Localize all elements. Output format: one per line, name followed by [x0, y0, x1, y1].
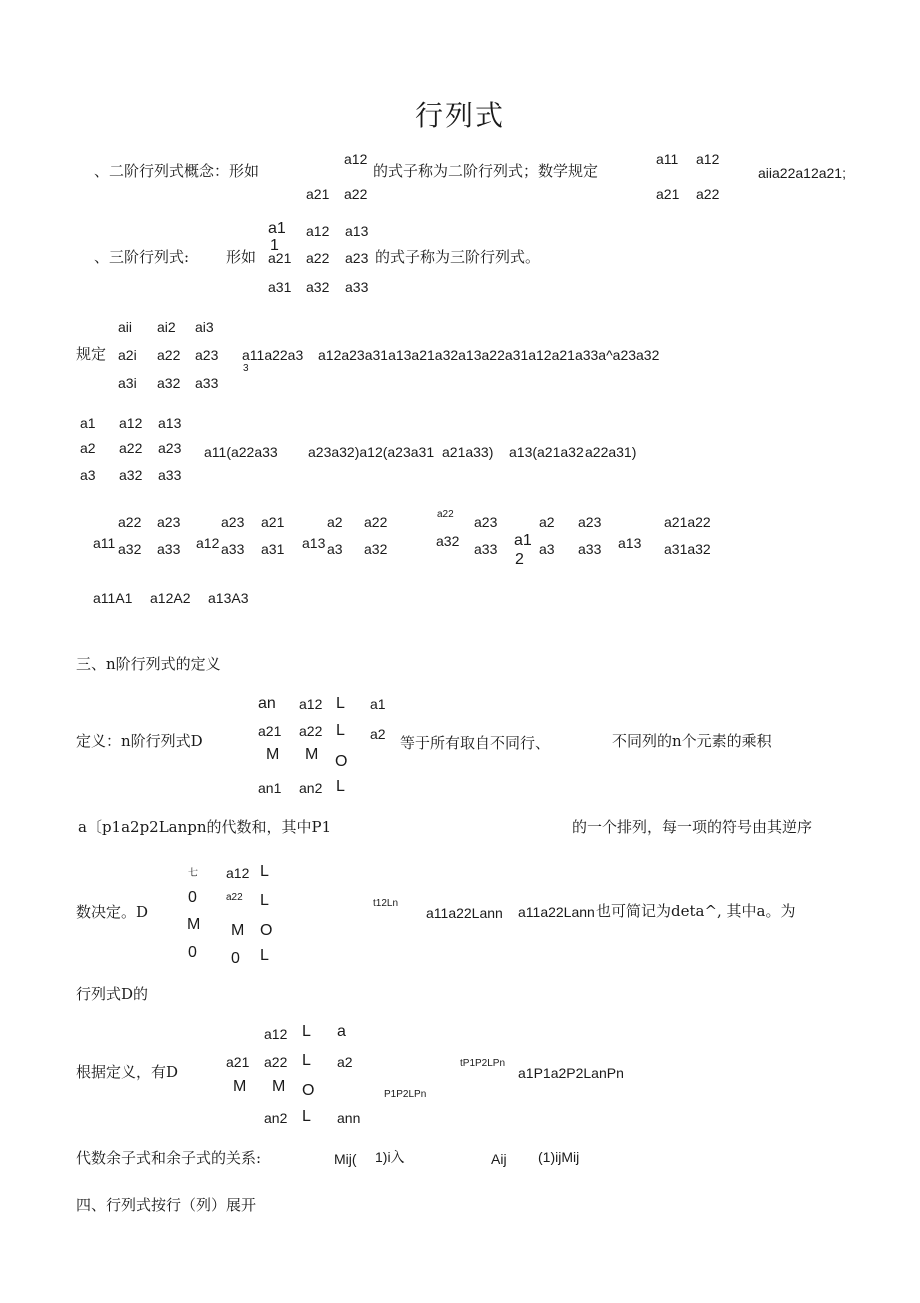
- cofactor-minor: Mij(: [334, 1151, 357, 1167]
- sec3b-m-r1a: a12: [264, 1026, 288, 1042]
- rule-m-r3a: a3i: [118, 375, 137, 391]
- sec3-d-r1a: 七: [188, 868, 198, 879]
- exp-coef-a12b-wrap: 2: [515, 551, 524, 568]
- sec3b-m-r3c: O: [302, 1082, 315, 1099]
- rule2-m-r2a: a2: [80, 440, 96, 456]
- cofactor-formula: (1)ijMij: [538, 1149, 580, 1165]
- exp-coef-a12: a12: [196, 535, 220, 551]
- exp-coef-a12b: a1: [514, 532, 532, 549]
- sec3-line2-a: a〔p1a2p2Lanpn的代数和，其中P1: [78, 818, 332, 836]
- sec3-line3-b: 也可简记为deta^, 其中a。为: [596, 902, 796, 920]
- exp-m2-r2a: a33: [221, 541, 245, 557]
- sec3b-sum-subscript: P1P2LPn: [384, 1089, 427, 1100]
- sec3-m-r4a: an1: [258, 780, 282, 796]
- cofactor-aij: Aij: [491, 1151, 507, 1167]
- sec2-m-r1a-wrap: 1: [270, 237, 279, 254]
- exp-m4-r1b: a23: [474, 514, 498, 530]
- rule2-term-3: a21a33): [442, 444, 494, 460]
- cofactor-relation-text: 代数余子式和余子式的关系:: [76, 1149, 262, 1167]
- exp-coef-a13b: a13: [618, 535, 642, 551]
- rule-m-r1c: ai3: [195, 319, 214, 335]
- exp-m4-r2b: a33: [474, 541, 498, 557]
- exp-m5-r2a: a3: [539, 541, 555, 557]
- exp-m6-r1: a21a22: [664, 514, 711, 530]
- sec3b-m-r4b: L: [302, 1108, 311, 1125]
- rule2-m-r3b: a32: [119, 467, 143, 483]
- exp-m3-r2a: a3: [327, 541, 343, 557]
- exp-m2-r2b: a31: [261, 541, 285, 557]
- rule2-m-r3a: a3: [80, 467, 96, 483]
- sec3b-sign-exponent: tP1P2LPn: [460, 1058, 506, 1069]
- sec3-d-r1c: L: [260, 863, 269, 880]
- sec3b-m-r3b: M: [272, 1078, 286, 1095]
- sec3b-m-r4a: an2: [264, 1110, 288, 1126]
- sec3b-m-r2a: a21: [226, 1054, 250, 1070]
- sec3b-m-r3a: M: [233, 1078, 247, 1095]
- sec2-m-r2b: a22: [306, 250, 330, 266]
- rule2-m-r3c: a33: [158, 467, 182, 483]
- sec1-matrix2-r1b: a12: [696, 151, 720, 167]
- sec1-matrix1-r2b: a22: [344, 186, 368, 202]
- sec3b-m-r4c: ann: [337, 1110, 361, 1126]
- sec3-m-r2d: a2: [370, 726, 386, 742]
- sec3-m-r2b: a22: [299, 723, 323, 739]
- rule2-term-1: a11(a22a33: [204, 444, 278, 460]
- rule-m-r1a: aii: [118, 319, 133, 335]
- sec3b-m-r2c: L: [302, 1052, 311, 1069]
- sec3-heading: 三、n阶行列式的定义: [76, 655, 221, 673]
- rule2-m-r1c: a13: [158, 415, 182, 431]
- exp-m4-r1a: a22: [437, 509, 454, 520]
- rule2-term-5: a22a31): [585, 444, 637, 460]
- sec2-m-r3b: a32: [306, 279, 330, 295]
- sec2-form-label: 形如: [226, 248, 257, 266]
- sec2-m-r3a: a31: [268, 279, 292, 295]
- sec3b-m-r1c: a: [337, 1023, 346, 1040]
- rule2-term-2: a23a32)a12(a23a31: [308, 444, 435, 460]
- sec3-d-r1b: a12: [226, 865, 250, 881]
- cofactor-term-2: a12A2: [150, 590, 191, 606]
- exp-coef-a11: a11: [93, 535, 116, 551]
- sec3-d-r4c: L: [260, 947, 269, 964]
- sec3-line4: 行列式D的: [76, 985, 149, 1003]
- rule2-m-r1b: a12: [119, 415, 143, 431]
- exp-m1-r2a: a32: [118, 541, 142, 557]
- exp-m1-r1b: a23: [157, 514, 181, 530]
- exp-m6-r2: a31a32: [664, 541, 711, 557]
- exp-m4-r2a: a32: [436, 533, 460, 549]
- sec2-m-r1a: a1: [268, 220, 286, 237]
- sec3-m-r1c: L: [336, 695, 345, 712]
- sec3-d-r3c: O: [260, 922, 273, 939]
- sec3b-m-r2d: a2: [337, 1054, 353, 1070]
- sec3-m-r2c: L: [336, 722, 345, 739]
- sec3-product-2: a11a22Lann: [518, 904, 595, 920]
- sec3-definition-label: 定义：n阶行列式D: [76, 732, 203, 750]
- sec3-d-r2a: 0: [188, 889, 197, 906]
- sec3-m-r4b: an2: [299, 780, 323, 796]
- exp-coef-a13: a13: [302, 535, 326, 551]
- sec1-matrix1-r1: a12: [344, 151, 368, 167]
- sec2-definition-text: 的式子称为三阶行列式。: [375, 248, 541, 266]
- sec2-m-r1c: a13: [345, 223, 369, 239]
- sec1-matrix2-r2a: a21: [656, 186, 680, 202]
- rule-m-r1b: ai2: [157, 319, 176, 335]
- sec1-result: aiia22a12a21;: [758, 165, 846, 181]
- sec1-intro: 、二阶行列式概念：形如: [94, 162, 260, 180]
- sec3-m-r3c: O: [335, 753, 348, 770]
- sec2-m-r2c: a23: [345, 250, 369, 266]
- sec3-m-r3b: M: [305, 746, 319, 763]
- rule2-m-r2b: a22: [119, 440, 143, 456]
- sec3-m-r3a: M: [266, 746, 280, 763]
- sec1-matrix1-r2a: a21: [306, 186, 330, 202]
- exp-m5-r2b: a33: [578, 541, 602, 557]
- sec3-m-r2a: a21: [258, 723, 282, 739]
- cofactor-term-1: a11A1: [93, 590, 133, 606]
- cofactor-term-3: a13A3: [208, 590, 249, 606]
- sec3-m-r1a: an: [258, 695, 276, 712]
- sec3b-m-r1b: L: [302, 1023, 311, 1040]
- rule-expansion-a: a11a22a3: [242, 347, 304, 363]
- sec3b-product: a1P1a2P2LanPn: [518, 1065, 624, 1081]
- sec3b-label: 根据定义，有D: [76, 1063, 179, 1081]
- exp-m3-r2b: a32: [364, 541, 388, 557]
- sec2-m-r2a: a21: [268, 250, 292, 266]
- sec3-definition-text-a: 等于所有取自不同行、: [400, 734, 551, 752]
- sec3-d-r4b: 0: [231, 950, 240, 967]
- sec1-matrix2-r1a: a11: [656, 151, 679, 167]
- sec3-m-r1d: a1: [370, 696, 386, 712]
- sec4-heading: 四、行列式按行（列）展开: [76, 1196, 257, 1214]
- sec3-d-r3a: M: [187, 916, 201, 933]
- sec1-definition-text: 的式子称为二阶行列式；数学规定: [373, 162, 599, 180]
- rule-m-r3c: a33: [195, 375, 219, 391]
- sec3-line3-a: 数决定。D: [76, 903, 149, 921]
- sec3-m-r4c: L: [336, 778, 345, 795]
- sec2-m-r1b: a12: [306, 223, 330, 239]
- exp-m5-r1b: a23: [578, 514, 602, 530]
- rule-expansion-a-wrap: 3: [243, 363, 249, 374]
- rule-m-r2c: a23: [195, 347, 219, 363]
- rule2-term-4: a13(a21a32: [509, 444, 584, 460]
- rule-m-r2a: a2i: [118, 347, 137, 363]
- exp-m2-r1a: a23: [221, 514, 245, 530]
- sec3-d-r4a: 0: [188, 944, 197, 961]
- sec3-d-r3b: M: [231, 922, 245, 939]
- sec3-t12-exponent: t12Ln: [373, 898, 399, 909]
- rule-m-r3b: a32: [157, 375, 181, 391]
- page-title: 行列式: [415, 99, 506, 132]
- exp-m2-r1b: a21: [261, 514, 285, 530]
- sec2-m-r3c: a33: [345, 279, 369, 295]
- sec3-m-r1b: a12: [299, 696, 323, 712]
- sec2-intro: 、三阶行列式:: [94, 248, 190, 266]
- rule-m-r2b: a22: [157, 347, 181, 363]
- rule2-m-r1a: a1: [80, 415, 96, 431]
- sec3b-m-r2b: a22: [264, 1054, 288, 1070]
- rule2-m-r2c: a23: [158, 440, 182, 456]
- sec3-definition-text-b: 不同列的n个元素的乘积: [612, 732, 772, 750]
- sec3-d-r2b: a22: [226, 892, 243, 903]
- rule-label: 规定: [76, 345, 107, 363]
- exp-m3-r1b: a22: [364, 514, 388, 530]
- exp-m3-r1a: a2: [327, 514, 343, 530]
- sec1-matrix2-r2b: a22: [696, 186, 720, 202]
- cofactor-minor-sign: 1)i入: [375, 1149, 405, 1165]
- sec3-product-1: a11a22Lann: [426, 905, 503, 921]
- sec3-line2-b: 的一个排列，每一项的符号由其逆序: [572, 818, 813, 836]
- rule-expansion-b: a12a23a31a13a21a32a13a22a31a12a21a33a^a23a32: [318, 347, 660, 363]
- exp-m1-r2b: a33: [157, 541, 181, 557]
- sec3-d-r2c: L: [260, 892, 269, 909]
- exp-m1-r1a: a22: [118, 514, 142, 530]
- exp-m5-r1a: a2: [539, 514, 555, 530]
